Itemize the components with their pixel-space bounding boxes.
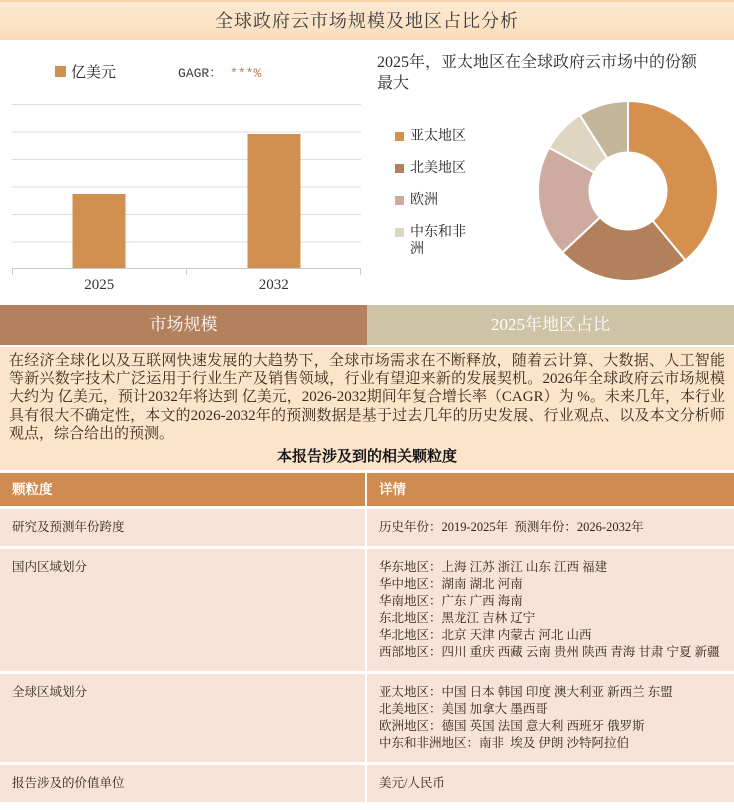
detail-line: 华南地区：广东 广西 海南: [379, 594, 523, 609]
detail-line: 华东地区：上海 江苏 浙江 山东 江西 福建: [379, 560, 608, 575]
pie-legend-swatch-icon: [395, 196, 404, 205]
cagr-value: ***%: [230, 66, 262, 81]
table-cell-details: [367, 674, 734, 762]
pie-legend-item: [395, 224, 499, 258]
detail-line: 华中地区：湖南 湖北 河南: [379, 577, 523, 592]
table-header-details: 详情: [379, 482, 406, 498]
detail-line: 欧洲地区：德国 英国 法国 意大利 西班牙 俄罗斯: [379, 719, 645, 734]
detail-line: 东北地区：黑龙江 吉林 辽宁: [379, 611, 536, 626]
bar-slot-2032: [187, 104, 362, 268]
granularity-heading: 本报告涉及到的相关颗粒度: [276, 448, 457, 466]
table-row: [0, 765, 734, 802]
detail-line: 中东和非洲地区：南非 埃及 伊朗 沙特阿拉伯: [379, 736, 630, 751]
pie-legend-label: 亚太地区: [410, 129, 466, 144]
pie-legend-label: 北美地区: [410, 161, 466, 176]
cagr-label: GAGR：: [178, 66, 223, 81]
pie-legend-swatch-icon: [395, 228, 404, 237]
section-tabs: [0, 305, 734, 345]
x-label-2025: 2025: [84, 277, 115, 293]
cagr-annotation: [178, 62, 261, 81]
pie-legend-item: [395, 128, 499, 145]
detail-line: 华北地区：北京 天津 内蒙古 河北 山西: [379, 628, 592, 643]
bar-chart-legend: [55, 61, 367, 82]
pie-legend-swatch-icon: [395, 164, 404, 173]
pie-legend-item: [395, 192, 499, 209]
pie-legend-label: 中东和非洲: [410, 225, 466, 257]
table-row: [0, 509, 734, 546]
bar-plot-area: [12, 104, 361, 269]
table-row: [0, 674, 734, 762]
pie-chart-title: 2025年，亚太地区在全球政府云市场中的份额最大: [377, 54, 698, 92]
page-title: 全球政府云市场规模及地区占比分析: [0, 0, 734, 40]
detail-line: 西部地区：四川 重庆 西藏 云南 贵州 陕西 青海 甘肃 宁夏 新疆: [379, 645, 720, 660]
table-cell-details: [367, 549, 734, 671]
bar-2032: [247, 134, 300, 268]
table-cell-granularity: 报告涉及的价值单位: [0, 765, 367, 802]
table-cell-granularity: 全球区域划分: [0, 674, 367, 762]
charts-section: [0, 40, 734, 303]
report-table: [0, 473, 734, 802]
x-label-2032: 2032: [258, 277, 289, 293]
pie-legend-item: [395, 160, 499, 177]
donut-chart: [535, 98, 721, 284]
bar-legend-swatch-icon: [55, 66, 66, 77]
table-cell-granularity: 国内区域划分: [0, 549, 367, 671]
x-axis-labels: [12, 277, 361, 294]
bar-2025: [73, 194, 126, 268]
report-table-body: [0, 509, 734, 802]
table-header-granularity: 颗粒度: [0, 473, 367, 506]
x-axis-ticks: [12, 269, 361, 275]
bar-chart-panel: [0, 42, 367, 303]
detail-line: 历史年份：2019-2025年 预测年份：2026-2032年: [379, 520, 644, 535]
donut-chart-wrap: [535, 98, 721, 289]
table-header-row: [0, 473, 734, 506]
detail-line: 亚太地区：中国 日本 韩国 印度 澳大利亚 新西兰 东盟: [379, 685, 673, 700]
table-cell-granularity: 研究及预测年份跨度: [0, 509, 367, 546]
pie-chart-panel: [367, 42, 734, 303]
table-row: [0, 549, 734, 671]
table-cell-details: [367, 765, 734, 802]
tab-region-share[interactable]: 2025年地区占比: [367, 305, 734, 345]
table-cell-details: [367, 509, 734, 546]
pie-legend-swatch-icon: [395, 132, 404, 141]
bar-slot-2025: [12, 104, 187, 268]
bar-legend-label: 亿美元: [71, 65, 117, 81]
pie-legend: [395, 128, 499, 289]
bars-container: [12, 104, 361, 268]
summary-section: [0, 347, 734, 470]
pie-chart-content: [367, 98, 734, 289]
pie-legend-label: 欧洲: [410, 193, 438, 208]
detail-line: 美元/人民币: [379, 776, 445, 791]
detail-line: 北美地区：美国 加拿大 墨西哥: [379, 702, 548, 717]
summary-paragraph: 在经济全球化以及互联网快速发展的大趋势下，全球市场需求在不断释放，随着云计算、大数据、人工智能等新兴数字技术广泛运用于行业生产及销售领域，行业有望迎来新的发展契机。2026年全球政府云市场规模大约为 亿美元，预计2032年将达到 亿美元，2026-2032期间年复合增长率（CAGR）为 %。未来几年，本行业具有很大不确定性，本文的2026-2032年的预测数据是基于过去几年的历史发展、行业观点、以及本文分析师观点，综合给出的预测。: [9, 353, 725, 442]
tab-market-size[interactable]: 市场规模: [0, 305, 367, 345]
